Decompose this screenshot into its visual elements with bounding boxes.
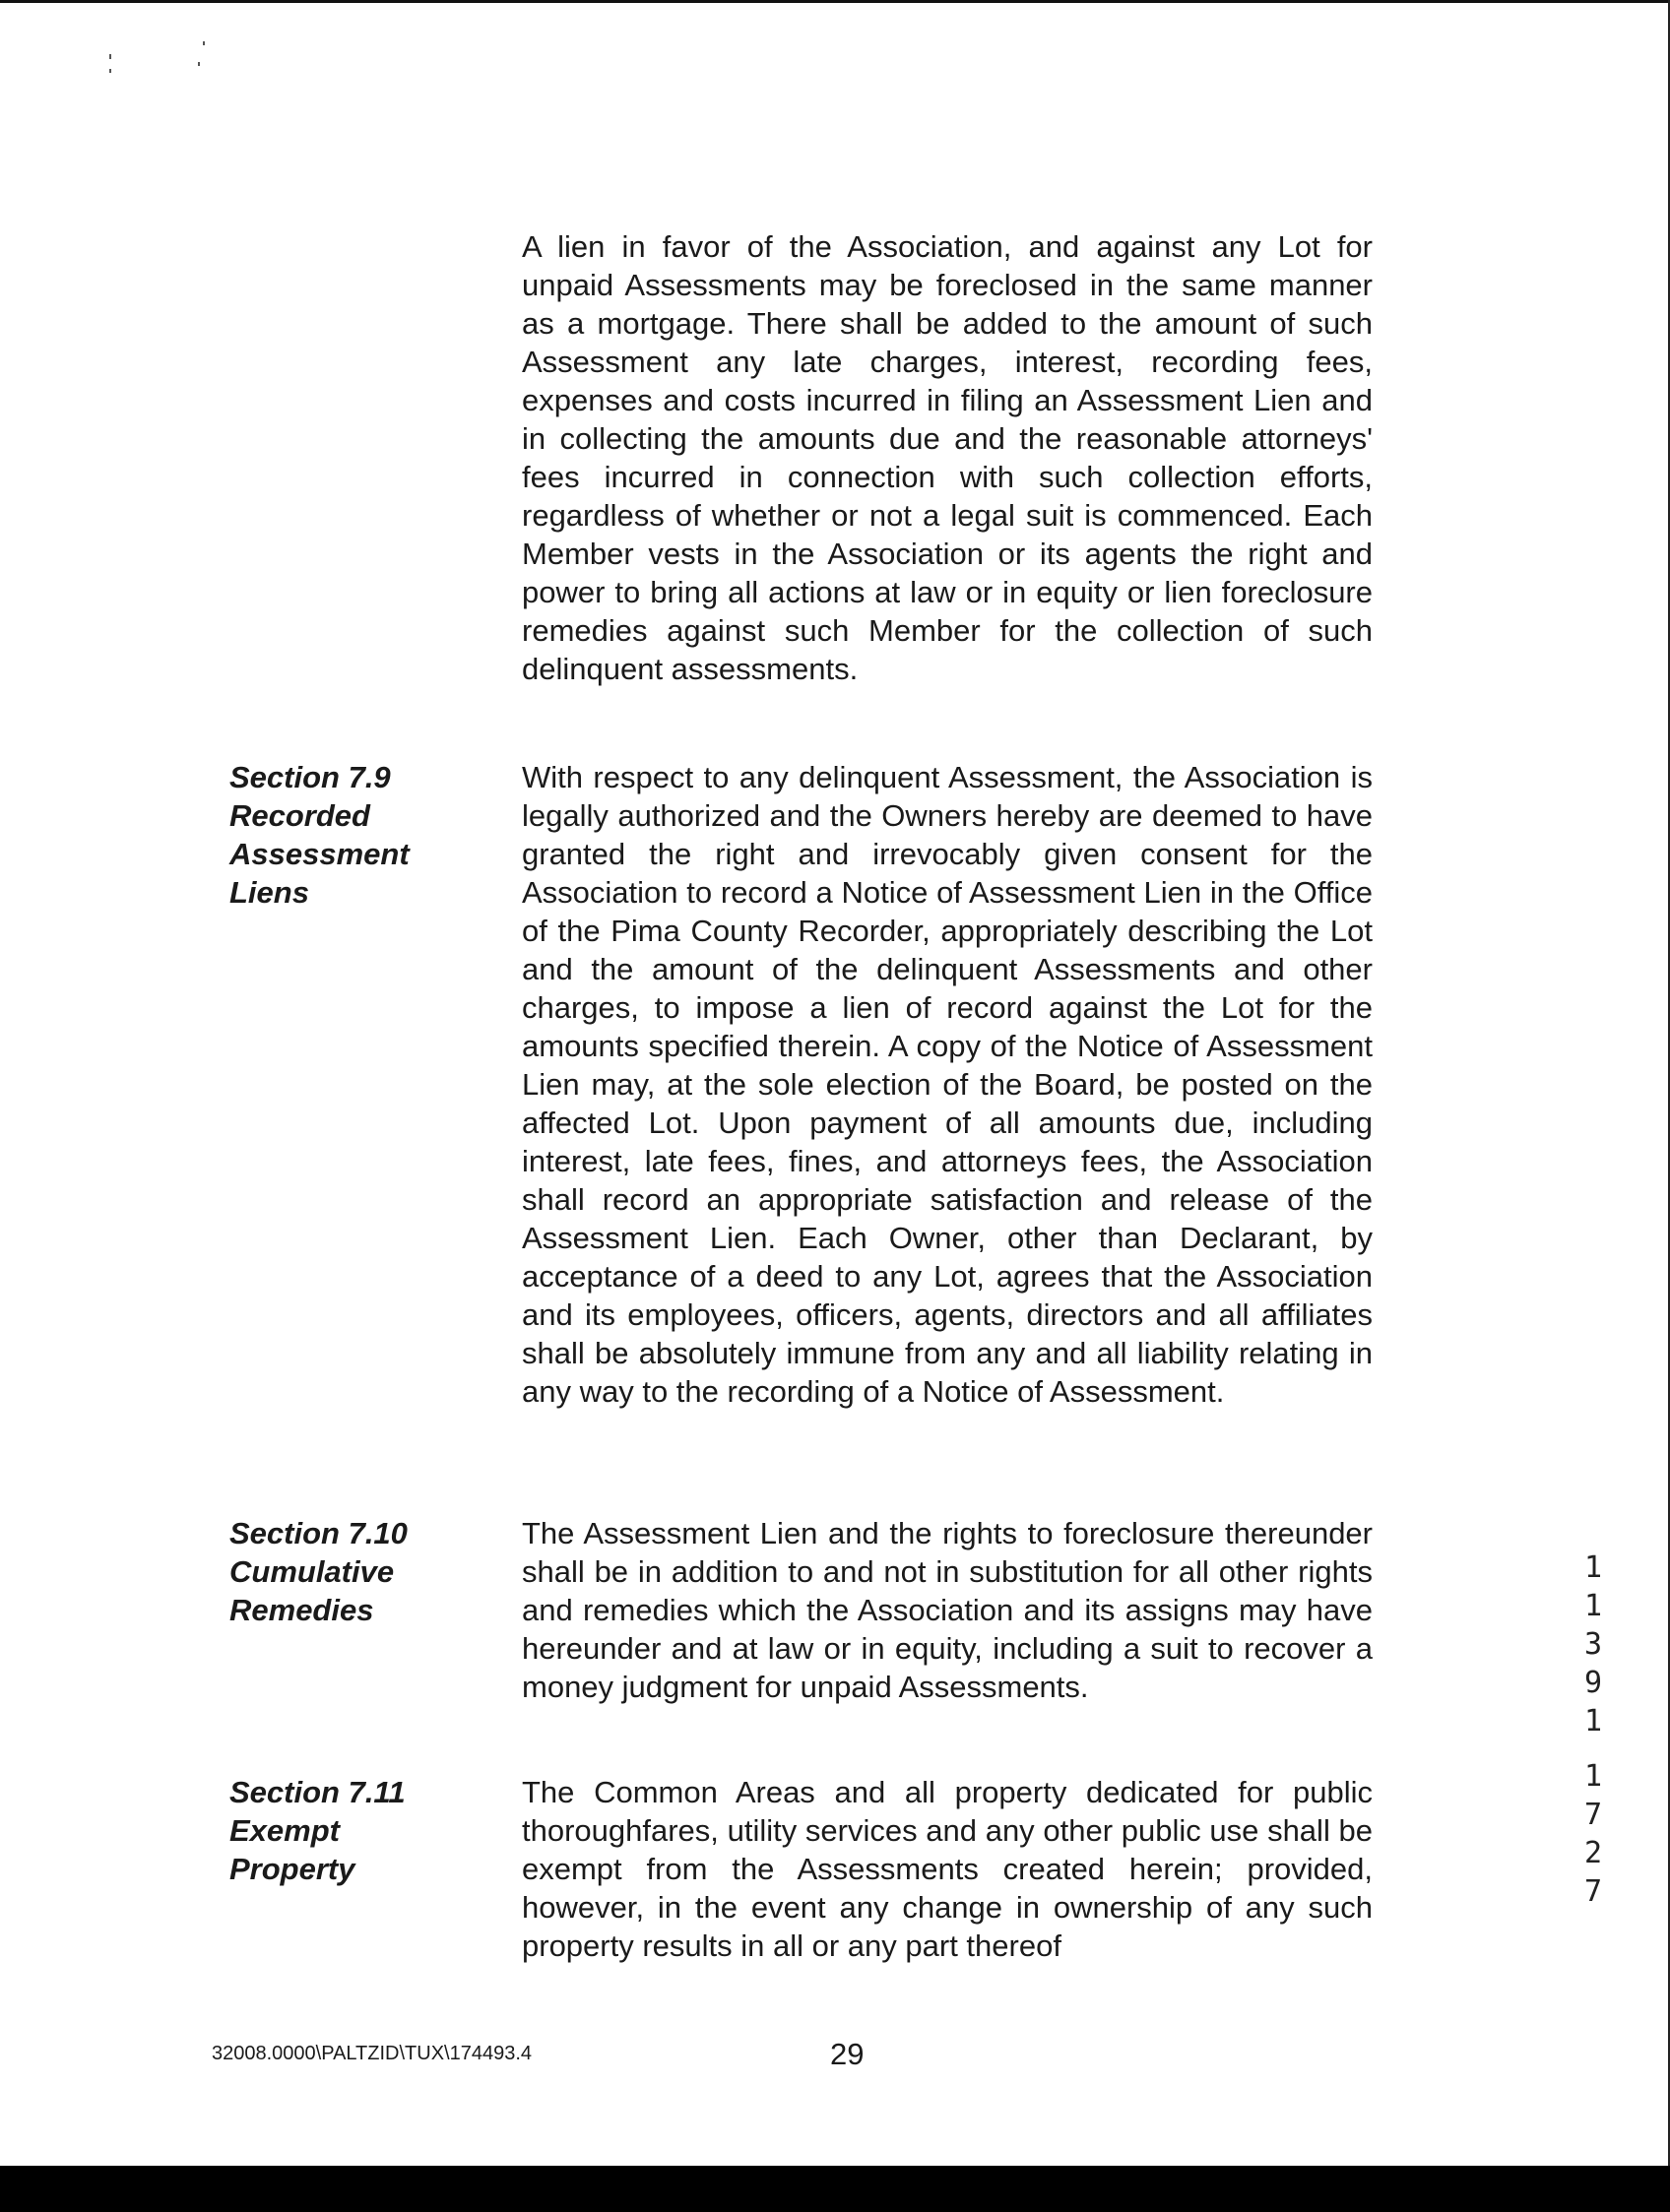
- section-number: Section 7.11: [229, 1775, 406, 1809]
- stamp-digit: 1: [1583, 1759, 1603, 1794]
- section-7-10-body: The Assessment Lien and the rights to foreclosure thereunder shall be in addition to and not in substitution for all other rights and remedies which the Association and its assigns may have hereunder and at law or in equity, including a suit to recover a money judgment for unpaid Assessments.: [522, 1516, 1373, 1704]
- section-title-line: Liens: [229, 875, 309, 910]
- page-number: 29: [830, 2037, 865, 2071]
- section-number: Section 7.9: [229, 760, 391, 794]
- stamp-digit: 9: [1583, 1666, 1603, 1700]
- section-number: Section 7.10: [229, 1516, 408, 1550]
- lien-foreclosure-paragraph: A lien in favor of the Association, and against any Lot for unpaid Assessments may be foreclosed in the same manner as a mortgage. There shall be added to the amount of such Assessment any late charges, interest, recording fees, expenses and costs incurred in filing an Assessment Lien and in collecting the amounts due and the reasonable attorneys' fees incurred in connection with such collection efforts, regardless of whether or not a legal suit is commenced. Each Member vests in the Association or its agents the right and power to bring all actions at law or in equity or lien foreclosure remedies against such Member for the collection of such delinquent assessments.: [522, 229, 1373, 686]
- scan-bottom-bar: [0, 2166, 1670, 2212]
- section-title-line: Exempt: [229, 1813, 340, 1848]
- scan-top-border: [0, 0, 1670, 3]
- stamp-digit: 3: [1583, 1627, 1603, 1662]
- section-7-9-heading: [229, 758, 476, 912]
- scan-speck: [109, 54, 111, 59]
- stamp-digit: 2: [1583, 1836, 1603, 1870]
- scan-speck: [109, 69, 111, 73]
- section-title-line: Cumulative: [229, 1554, 395, 1589]
- recording-stamp-book: [1574, 1548, 1613, 1740]
- section-title-line: Remedies: [229, 1593, 374, 1627]
- section-7-11-body: The Common Areas and all property dedicated for public thoroughfares, utility services and any other public use shall be exempt from the Assessments created herein; provided, however, in the event any change in ownership of any such property results in all or any part thereof: [522, 1775, 1373, 1963]
- stamp-digit: 7: [1583, 1798, 1603, 1832]
- stamp-digit: 1: [1583, 1589, 1603, 1623]
- section-title-line: Recorded: [229, 798, 370, 833]
- section-title-line: Assessment: [229, 837, 410, 871]
- scan-speck: [198, 62, 200, 66]
- section-7-9-body: With respect to any delinquent Assessment, the Association is legally authorized and the Owners hereby are deemed to have granted the right and irrevocably given consent for the Association to record a Notice of Assessment Lien in the Office of the Pima County Recorder, appropriately describing the Lot and the amount of the delinquent Assessments and other charges, to impose a lien of record against the Lot for the amounts specified therein. A copy of the Notice of Assessment Lien may, at the sole election of the Board, be posted on the affected Lot. Upon payment of all amounts due, including interest, late fees, fines, and attorneys fees, the Association shall record an appropriate satisfaction and release of the Assessment Lien. Each Owner, other than Declarant, by acceptance of a deed to any Lot, agrees that the Association and its employees, officers, agents, directors and all affiliates shall be absolutely immune from any and all liability relating in any way to the recording of a Notice of Assessment.: [522, 760, 1373, 1409]
- stamp-digit: 1: [1583, 1550, 1603, 1585]
- stamp-digit: 7: [1583, 1874, 1603, 1909]
- scan-speck: [203, 41, 205, 45]
- footer-document-reference: 32008.0000\PALTZID\TUX\174493.4: [212, 2043, 533, 2064]
- section-title-line: Property: [229, 1852, 355, 1886]
- section-7-10-heading: [229, 1514, 476, 1629]
- stamp-digit: 1: [1583, 1704, 1603, 1738]
- recording-stamp-page: [1574, 1757, 1613, 1911]
- section-7-11-heading: [229, 1773, 476, 1888]
